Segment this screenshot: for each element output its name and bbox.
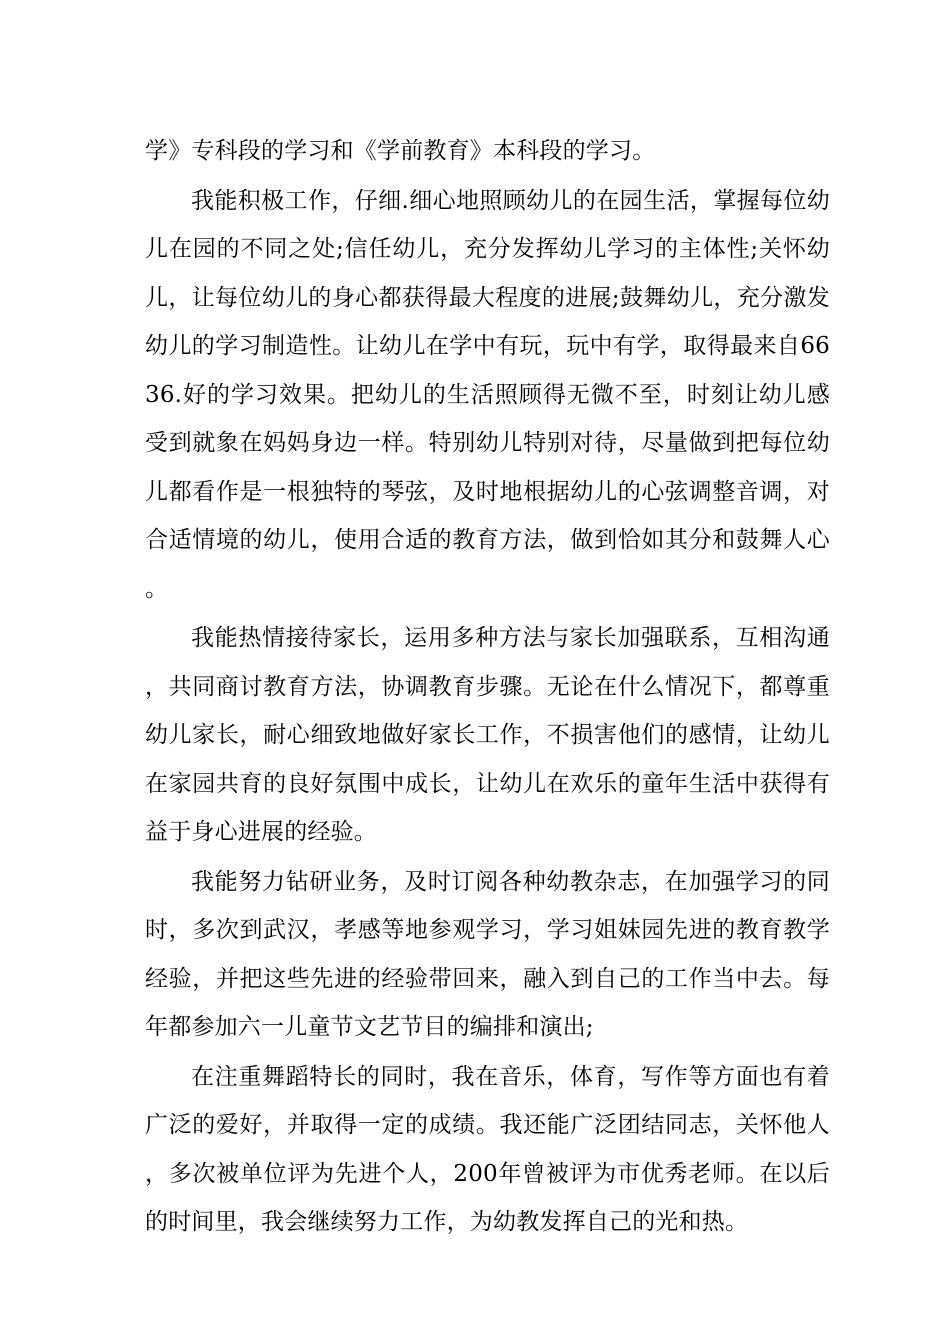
paragraph-professional-study: 我能努力钻研业务，及时订阅各种幼教杂志，在加强学习的同时，多次到武汉，孝感等地参观学习，学习姐妹园先进的教育教学经验，并把这些先进的经验带回来，融入到自己的工作当中去。每年都参加六一儿童节文艺节目的编排和演出; [145,868,830,1040]
paragraph-work-attitude: 我能积极工作，仔细.细心地照顾幼儿的在园生活，掌握每位幼儿在园的不同之处;信任幼儿，充分发挥幼儿学习的主体性;关怀幼儿，让每位幼儿的身心都获得最大程度的进展;鼓舞幼儿，充分激发幼儿的学习制造性。让幼儿在学中有玩，玩中有学，取得最来自6636.好的学习效果。把幼儿的生活照顾得无微不至，时刻让幼儿感受到就象在妈妈身边一样。特别幼儿特别对待，尽量做到把每位幼儿都看作是一根独特的琴弦，及时地根据幼儿的心弦调整音调，对合适情境的幼儿，使用合适的教育方法，做到恰如其分和鼓舞人心。 [145,187,830,602]
paragraph-parent-communication: 我能热情接待家长，运用多种方法与家长加强联系，互相沟通，共同商讨教育方法，协调教育步骤。无论在什么情况下，都尊重幼儿家长，耐心细致地做好家长工作，不损害他们的感情，让幼儿在家园共育的良好氛围中成长，让幼儿在欢乐的童年生活中获得有益于身心进展的经验。 [145,625,830,845]
paragraph-hobbies-achievements: 在注重舞蹈特长的同时，我在音乐，体育，写作等方面也有着广泛的爱好，并取得一定的成绩。我还能广泛团结同志，关怀他人，多次被单位评为先进个人，200年曾被评为市优秀老师。在以后的时间里，我会继续努力工作，为幼教发挥自己的光和热。 [145,1063,830,1235]
document-body [145,127,830,1248]
paragraph-continuation: 学》专科段的学习和《学前教育》本科段的学习。 [145,138,656,164]
